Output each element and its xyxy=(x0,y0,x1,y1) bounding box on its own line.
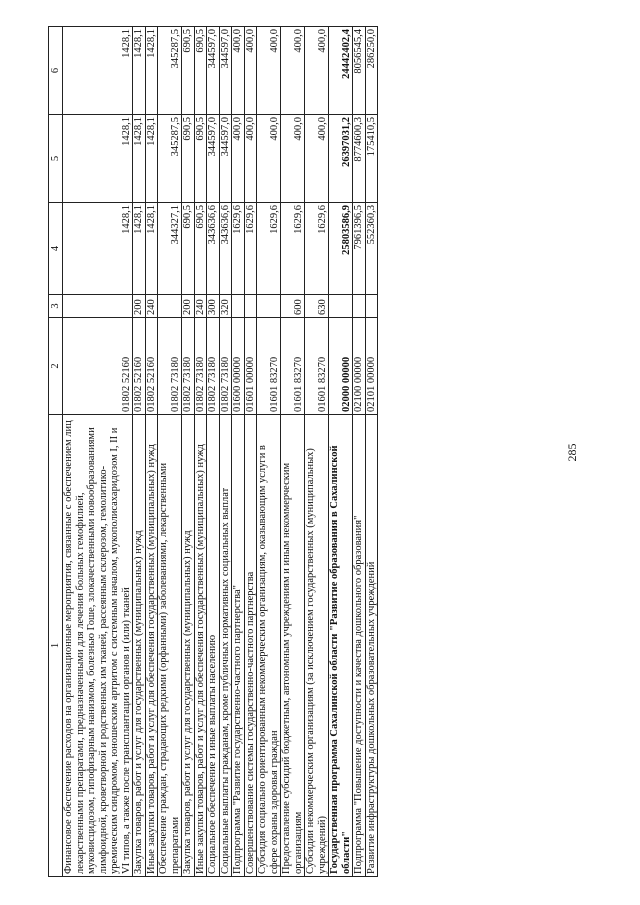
row-value-col4: 1428,1 xyxy=(63,203,133,295)
row-value-col4: 1428,1 xyxy=(145,203,158,295)
table-row xyxy=(365,27,378,877)
row-expense-type xyxy=(353,295,366,318)
row-description: Социальное обеспечение и иные выплаты населению xyxy=(207,415,220,877)
row-value-col5: 400,0 xyxy=(257,115,281,203)
table-row xyxy=(219,27,232,877)
row-description: Закупка товаров, работ и услуг для государственных (муниципальных) нужд xyxy=(182,415,195,877)
row-value-col6: 400,0 xyxy=(305,27,329,115)
row-description: Финансовое обеспечение расходов на организационные мероприятия, связанные с обеспечением лиц лекарственными препаратами, предназначенными для лечения больных гемофилией, муковисцидозом, гипофизарным нанизмом, болезнью Гоше, злокачественными новообразованиями лимфоидной, кроветворной и родственных им тканей, рассеянным склерозом, гемолитико-уремическим синдромом, юношеским артритом с системным началом, мукополисахаридозом I, II и VI типов, а также после трансплантации органов и (или) тканей xyxy=(63,415,133,877)
row-code: 01600 00000 xyxy=(232,318,245,415)
row-value-col5: 344597,0 xyxy=(219,115,232,203)
header-row xyxy=(49,27,63,877)
row-code: 01601 00000 xyxy=(244,318,257,415)
row-description: Иные закупки товаров, работ и услуг для обеспечения государственных (муниципальных) нужд xyxy=(194,415,207,877)
table-row xyxy=(305,27,329,877)
table-row xyxy=(182,27,195,877)
row-value-col5: 345287,5 xyxy=(158,115,182,203)
row-value-col5: 400,0 xyxy=(305,115,329,203)
row-description: Обеспечение граждан, страдающих редкими (орфанными) заболеваниями, лекарственными препаратами xyxy=(158,415,182,877)
row-expense-type xyxy=(329,295,353,318)
row-value-col6: 1428,1 xyxy=(63,27,133,115)
table-row xyxy=(329,27,353,877)
row-code: 01601 83270 xyxy=(281,318,305,415)
row-value-col5: 1428,1 xyxy=(133,115,146,203)
row-expense-type: 630 xyxy=(305,295,329,318)
row-description: Государственная программа Сахалинской области "Развитие образования в Сахалинской области" xyxy=(329,415,353,877)
column-header-5: 5 xyxy=(49,115,63,203)
row-expense-type: 240 xyxy=(145,295,158,318)
row-value-col5: 400,0 xyxy=(244,115,257,203)
table-row xyxy=(63,27,133,877)
row-value-col5: 8774600,3 xyxy=(353,115,366,203)
row-value-col4: 25803586,9 xyxy=(329,203,353,295)
row-value-col5: 344597,0 xyxy=(207,115,220,203)
row-code: 01802 73180 xyxy=(194,318,207,415)
row-value-col4: 1629,6 xyxy=(281,203,305,295)
row-value-col5: 690,5 xyxy=(182,115,195,203)
row-value-col4: 1629,6 xyxy=(244,203,257,295)
row-expense-type xyxy=(257,295,281,318)
row-code: 01802 52160 xyxy=(145,318,158,415)
row-value-col6: 345287,5 xyxy=(158,27,182,115)
row-value-col4: 1428,1 xyxy=(133,203,146,295)
row-value-col4: 690,5 xyxy=(194,203,207,295)
row-value-col6: 690,5 xyxy=(182,27,195,115)
row-code: 01802 52160 xyxy=(63,318,133,415)
row-description: Субсидия социально ориентированным некоммерческим организациям, оказывающим услуги в сфере охраны здоровья граждан xyxy=(257,415,281,877)
row-expense-type xyxy=(365,295,378,318)
row-value-col6: 400,0 xyxy=(281,27,305,115)
row-expense-type: 320 xyxy=(219,295,232,318)
row-expense-type: 600 xyxy=(281,295,305,318)
row-description: Предоставление субсидий бюджетным, автономным учреждениям и иным некоммерческим организациям xyxy=(281,415,305,877)
row-code: 01802 73180 xyxy=(158,318,182,415)
table-row xyxy=(244,27,257,877)
row-value-col4: 690,5 xyxy=(182,203,195,295)
table-row xyxy=(232,27,245,877)
row-value-col5: 1428,1 xyxy=(145,115,158,203)
table-row xyxy=(353,27,366,877)
table-row xyxy=(194,27,207,877)
row-value-col6: 690,5 xyxy=(194,27,207,115)
row-value-col6: 400,0 xyxy=(232,27,245,115)
row-code: 01802 52160 xyxy=(133,318,146,415)
table-row xyxy=(145,27,158,877)
row-value-col6: 344597,0 xyxy=(207,27,220,115)
row-code: 01802 73180 xyxy=(219,318,232,415)
row-value-col4: 343636,6 xyxy=(219,203,232,295)
column-header-6: 6 xyxy=(49,27,63,115)
row-expense-type: 200 xyxy=(133,295,146,318)
table-row xyxy=(281,27,305,877)
row-description: Совершенствование системы государственно-частного партнерства xyxy=(244,415,257,877)
row-code: 01601 83270 xyxy=(257,318,281,415)
row-value-col4: 1629,6 xyxy=(232,203,245,295)
row-value-col6: 8056545,4 xyxy=(353,27,366,115)
row-value-col6: 1428,1 xyxy=(145,27,158,115)
row-expense-type: 200 xyxy=(182,295,195,318)
row-value-col4: 7961396,5 xyxy=(353,203,366,295)
page-number: 285 xyxy=(565,443,579,462)
row-value-col5: 175410,5 xyxy=(365,115,378,203)
row-description: Субсидии некоммерческим организациям (за исключением государственных (муниципальных) учреждений) xyxy=(305,415,329,877)
row-value-col6: 344597,0 xyxy=(219,27,232,115)
column-header-4: 4 xyxy=(49,203,63,295)
row-description: Развитие инфраструктуры дошкольных образовательных учреждений xyxy=(365,415,378,877)
row-code: 01802 73180 xyxy=(182,318,195,415)
row-code: 02000 00000 xyxy=(329,318,353,415)
row-value-col4: 1629,6 xyxy=(257,203,281,295)
row-value-col6: 400,0 xyxy=(244,27,257,115)
row-expense-type xyxy=(158,295,182,318)
row-code: 01802 73180 xyxy=(207,318,220,415)
row-value-col4: 1629,6 xyxy=(305,203,329,295)
row-value-col5: 690,5 xyxy=(194,115,207,203)
column-header-1: 1 xyxy=(49,415,63,877)
table-row xyxy=(257,27,281,877)
row-description: Иные закупки товаров, работ и услуг для обеспечения государственных (муниципальных) нужд xyxy=(145,415,158,877)
table-row xyxy=(207,27,220,877)
row-expense-type xyxy=(63,295,133,318)
row-value-col5: 1428,1 xyxy=(63,115,133,203)
row-value-col4: 344327,1 xyxy=(158,203,182,295)
row-value-col6: 400,0 xyxy=(257,27,281,115)
row-expense-type xyxy=(244,295,257,318)
row-value-col6: 24442402,4 xyxy=(329,27,353,115)
row-code: 01601 83270 xyxy=(305,318,329,415)
row-code: 02100 00000 xyxy=(353,318,366,415)
row-description: Закупка товаров, работ и услуг для государственных (муниципальных) нужд xyxy=(133,415,146,877)
row-description: Подпрограмма "Повышение доступности и качества дошкольного образования" xyxy=(353,415,366,877)
row-value-col5: 26397031,2 xyxy=(329,115,353,203)
table-row xyxy=(158,27,182,877)
row-description: Социальные выплаты гражданам, кроме публичных нормативных социальных выплат xyxy=(219,415,232,877)
row-value-col6: 286250,0 xyxy=(365,27,378,115)
row-expense-type xyxy=(232,295,245,318)
row-value-col5: 400,0 xyxy=(281,115,305,203)
row-code: 02101 00000 xyxy=(365,318,378,415)
row-description: Подпрограмма "Развитие государственно-частного партнерства" xyxy=(232,415,245,877)
row-expense-type: 240 xyxy=(194,295,207,318)
row-value-col5: 400,0 xyxy=(232,115,245,203)
row-expense-type: 300 xyxy=(207,295,220,318)
column-header-3: 3 xyxy=(49,295,63,318)
table-row xyxy=(133,27,146,877)
column-header-2: 2 xyxy=(49,318,63,415)
row-value-col4: 552360,3 xyxy=(365,203,378,295)
row-value-col6: 1428,1 xyxy=(133,27,146,115)
budget-table xyxy=(48,26,378,877)
row-value-col4: 343636,6 xyxy=(207,203,220,295)
